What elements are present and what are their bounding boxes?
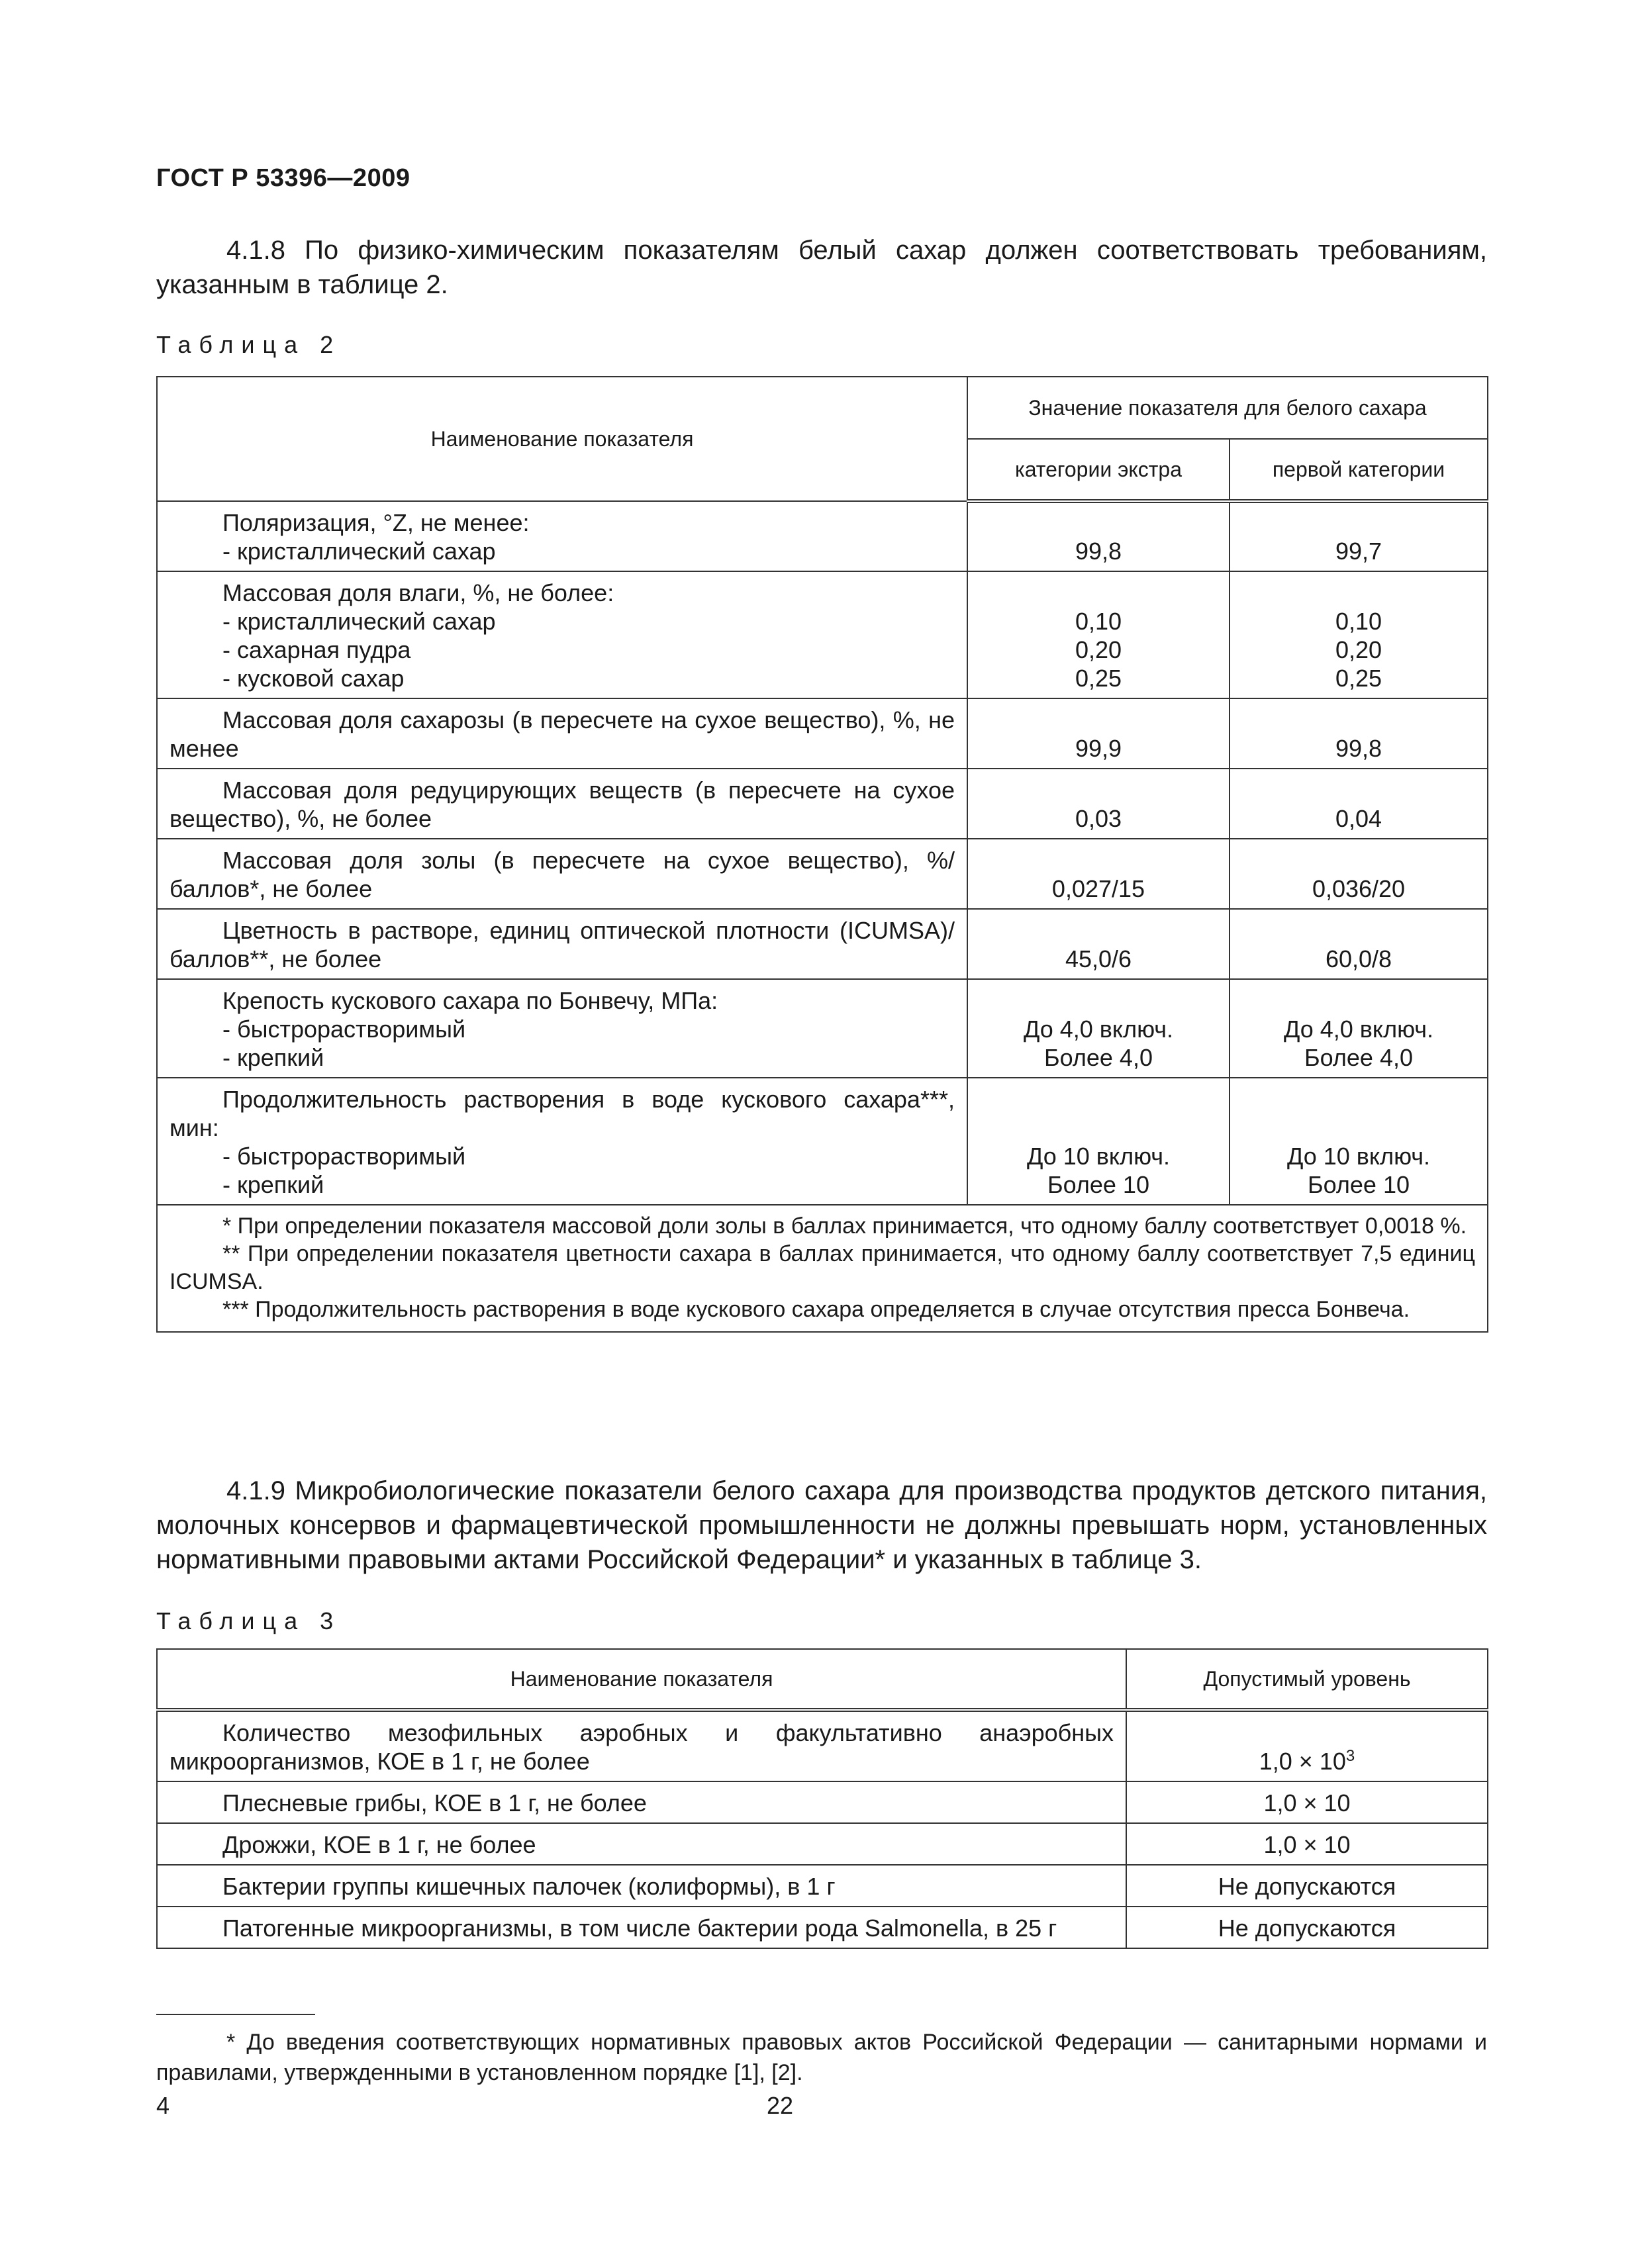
- table2-row: [157, 571, 1488, 698]
- table2-cell-first: [1230, 571, 1488, 698]
- table3-cell-level: [1126, 1865, 1488, 1907]
- table2-cell-extra: [967, 501, 1230, 571]
- footnote: * До введения соответствующих нормативных правовых актов Российской Федерации — санитарными нормами и правилами, утвержденными в установленном порядке [1], [2].: [156, 2030, 1487, 2085]
- value-line: До 10 включ.: [1026, 1143, 1171, 1170]
- footnote-separator: [156, 2014, 315, 2015]
- table2-header-group: Значение показателя для белого сахара: [967, 377, 1488, 439]
- value-line: Более 10: [1308, 1171, 1410, 1198]
- row-subitem: - быстрорастворимый: [222, 1016, 466, 1043]
- table3-header-level: Допустимый уровень: [1126, 1649, 1488, 1710]
- row-title: Цветность в растворе, единиц оптической плотности (ICUMSA)/баллов**, не более: [169, 917, 955, 972]
- table2-cell-name: [157, 698, 967, 769]
- table3-cell-level: [1126, 1823, 1488, 1865]
- value-line: 99,9: [1075, 735, 1122, 762]
- value-line: 0,027/15: [1051, 875, 1145, 902]
- row-title: Поляризация, °Z, не менее:: [222, 509, 530, 536]
- table2-cell-first: [1230, 769, 1488, 839]
- table-3: [156, 1648, 1488, 1949]
- value-line: 0,04: [1335, 805, 1382, 832]
- table2-row: [157, 698, 1488, 769]
- table3-row: [157, 1781, 1488, 1823]
- value-line: 0,25: [1335, 665, 1382, 692]
- table2-cell-extra: [967, 909, 1230, 979]
- table3-cell-name: [157, 1865, 1126, 1907]
- row-title: Плесневые грибы, КОЕ в 1 г, не более: [222, 1789, 647, 1817]
- page-number-left: 4: [156, 2092, 170, 2119]
- table2-header-first: первой категории: [1230, 439, 1488, 501]
- table3-cell-level: [1126, 1710, 1488, 1781]
- table2-row: [157, 909, 1488, 979]
- table2-cell-first: [1230, 839, 1488, 909]
- value-line: Более 10: [1047, 1171, 1149, 1198]
- value-line: 45,0/6: [1065, 945, 1132, 972]
- value-line: 99,7: [1335, 538, 1382, 565]
- table2-row: [157, 501, 1488, 571]
- value-line: 99,8: [1335, 735, 1382, 762]
- table2-cell-name: [157, 1078, 967, 1205]
- value-line: До 4,0 включ.: [1023, 1016, 1174, 1043]
- table2-cell-first: [1230, 1078, 1488, 1205]
- value-line: 0,10: [1075, 608, 1122, 635]
- table2-cell-first: [1230, 698, 1488, 769]
- level-value: Не допускаются: [1218, 1914, 1396, 1942]
- row-title: Массовая доля влаги, %, не более:: [222, 579, 614, 606]
- table2-row: [157, 979, 1488, 1078]
- table3-row: [157, 1823, 1488, 1865]
- table2-cell-name: [157, 839, 967, 909]
- table2-cell-extra: [967, 839, 1230, 909]
- level-value: Не допускаются: [1218, 1873, 1396, 1900]
- row-title: Массовая доля редуцирующих веществ (в пересчете на сухое вещество), %, не более: [169, 777, 955, 832]
- row-subitem: - кристаллический сахар: [222, 608, 496, 635]
- table3-cell-level: [1126, 1781, 1488, 1823]
- table2-notes: [157, 1205, 1488, 1332]
- table2-note: * При определении показателя массовой доли золы в баллах принимается, что одному баллу соответствует 0,0018 %.: [222, 1213, 1467, 1239]
- value-line: 0,036/20: [1312, 875, 1406, 902]
- table2-note: ** При определении показателя цветности сахара в баллах принимается, что одному баллу соответствует 7,5 единиц ICUMSA.: [169, 1241, 1476, 1294]
- table3-caption: Таблица 3: [156, 1607, 342, 1634]
- table2-header-name: Наименование показателя: [157, 377, 967, 501]
- table2-cell-extra: [967, 1078, 1230, 1205]
- document-code: ГОСТ Р 53396—2009: [156, 164, 410, 192]
- row-subitem: - быстрорастворимый: [222, 1143, 466, 1170]
- table-2: [156, 376, 1488, 1333]
- table2-cell-name: [157, 571, 967, 698]
- table2-row: [157, 839, 1488, 909]
- table2-cell-name: [157, 501, 967, 571]
- level-value: 1,0 × 10: [1263, 1831, 1351, 1858]
- exponent: 3: [1345, 1747, 1355, 1765]
- table2-caption: Таблица 2: [156, 331, 342, 358]
- page-number-center: 22: [767, 2092, 794, 2119]
- row-subitem: - крепкий: [222, 1044, 324, 1071]
- table3-row: [157, 1907, 1488, 1948]
- value-line: До 4,0 включ.: [1283, 1016, 1434, 1043]
- table2-cell-name: [157, 769, 967, 839]
- row-subitem: - кристаллический сахар: [222, 538, 496, 565]
- table3-row: [157, 1710, 1488, 1781]
- level-value: 1,0 × 10: [1259, 1748, 1346, 1775]
- row-title: Массовая доля сахарозы (в пересчете на сухое вещество), %, не менее: [169, 706, 955, 762]
- table2-cell-extra: [967, 571, 1230, 698]
- row-title: Дрожжи, КОЕ в 1 г, не более: [222, 1831, 536, 1858]
- level-value: 1,0 × 10: [1263, 1789, 1351, 1817]
- section-4-1-9-text: 4.1.9 Микробиологические показатели белого сахара для производства продуктов детского питания, молочных консервов и фармацевтической промышленности не должны превышать норм, установленных нормативными правовыми актами Российской Федерации* и указанных в таблице 3.: [156, 1476, 1487, 1574]
- table3-cell-name: [157, 1781, 1126, 1823]
- value-line: 0,03: [1075, 805, 1122, 832]
- table2-cell-extra: [967, 979, 1230, 1078]
- value-line: 0,25: [1075, 665, 1122, 692]
- table2-cell-first: [1230, 501, 1488, 571]
- table2-row: [157, 769, 1488, 839]
- table2-cell-extra: [967, 698, 1230, 769]
- row-subitem: - сахарная пудра: [222, 636, 411, 663]
- table2-row: [157, 1078, 1488, 1205]
- table2-cell-name: [157, 979, 967, 1078]
- table2-cell-name: [157, 909, 967, 979]
- table2-cell-extra: [967, 769, 1230, 839]
- table3-cell-name: [157, 1907, 1126, 1948]
- row-title: Массовая доля золы (в пересчете на сухое вещество), %/баллов*, не более: [169, 847, 955, 902]
- row-title: Количество мезофильных аэробных и факультативно анаэробных микроорганизмов, КОЕ в 1 г, не более: [169, 1719, 1114, 1775]
- row-title: Бактерии группы кишечных палочек (колиформы), в 1 г: [222, 1873, 836, 1900]
- table3-header-name: Наименование показателя: [157, 1649, 1126, 1710]
- table2-header-extra: категории экстра: [967, 439, 1230, 501]
- value-line: Более 4,0: [1304, 1044, 1413, 1071]
- table3-row: [157, 1865, 1488, 1907]
- table2-cell-first: [1230, 979, 1488, 1078]
- table2-note: *** Продолжительность растворения в воде кускового сахара определяется в случае отсутствия пресса Бонвеча.: [222, 1297, 1410, 1322]
- section-4-1-8-text: 4.1.8 По физико-химическим показателям белый сахар должен соответствовать требованиям, указанным в таблице 2.: [156, 236, 1487, 299]
- row-title: Крепость кускового сахара по Бонвечу, МПа:: [222, 987, 718, 1014]
- value-line: 60,0/8: [1325, 945, 1392, 972]
- row-title: Патогенные микроорганизмы, в том числе бактерии рода Salmonella, в 25 г: [222, 1914, 1057, 1942]
- value-line: 0,10: [1335, 608, 1382, 635]
- value-line: 99,8: [1075, 538, 1122, 565]
- table3-cell-name: [157, 1823, 1126, 1865]
- value-line: 0,20: [1075, 636, 1122, 663]
- table3-cell-level: [1126, 1907, 1488, 1948]
- table2-cell-first: [1230, 909, 1488, 979]
- row-subitem: - кусковой сахар: [222, 665, 405, 692]
- table3-cell-name: [157, 1710, 1126, 1781]
- value-line: До 10 включ.: [1286, 1143, 1431, 1170]
- value-line: Более 4,0: [1044, 1044, 1153, 1071]
- row-title: Продолжительность растворения в воде кускового сахара***, мин:: [169, 1086, 955, 1141]
- row-subitem: - крепкий: [222, 1171, 324, 1198]
- value-line: 0,20: [1335, 636, 1382, 663]
